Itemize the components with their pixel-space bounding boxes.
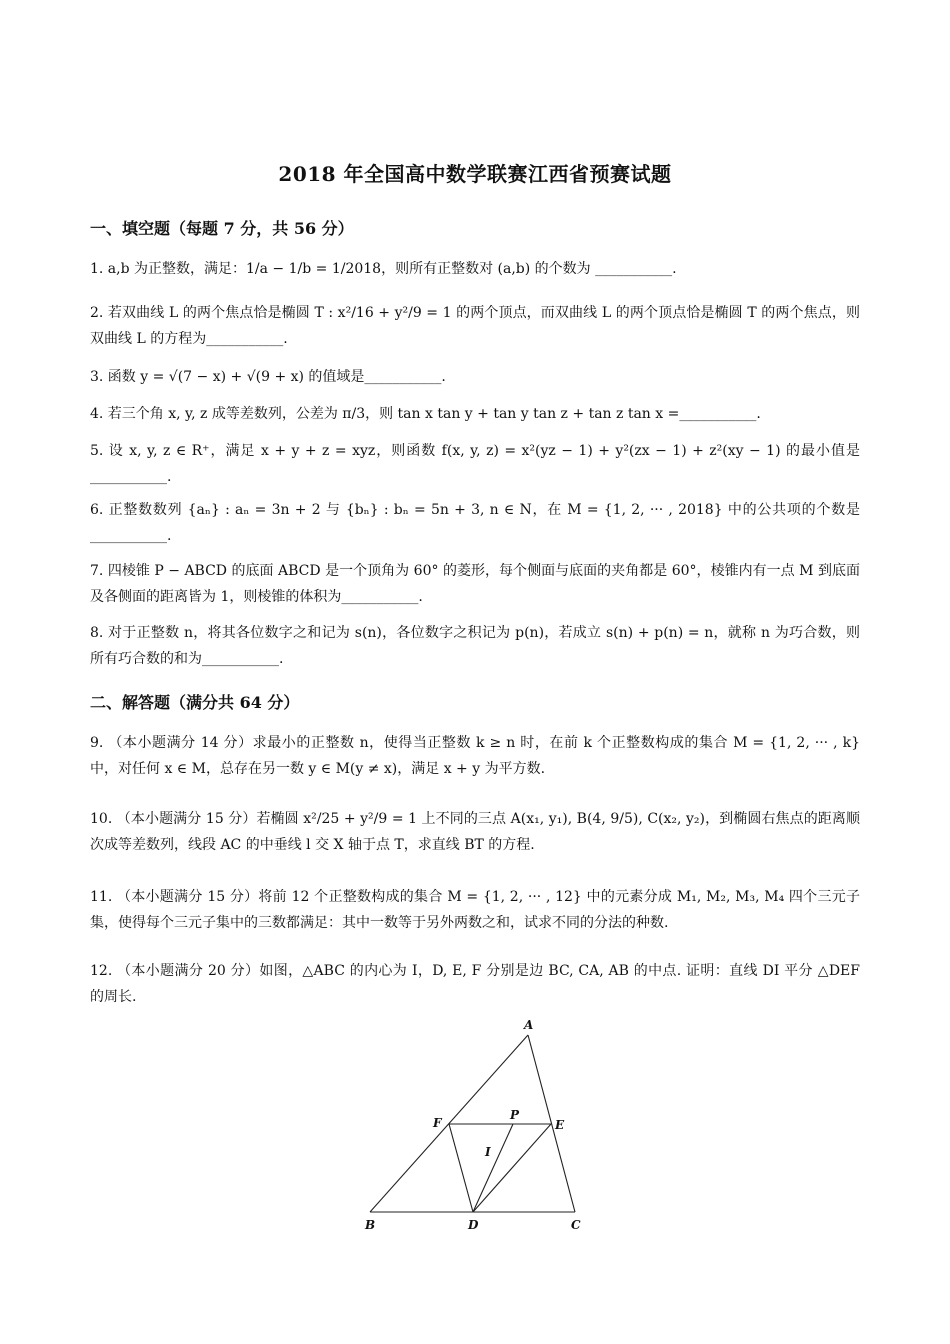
label-f: F bbox=[433, 1116, 442, 1130]
label-a: A bbox=[524, 1018, 534, 1032]
problem-2-text: 2. 若双曲线 L 的两个焦点恰是椭圆 T : x²/16 + y²/9 = 1 的两个顶点，而双曲线 L 的两个顶点恰是椭圆 T 的两个焦点，则双曲线 L 的方程为___________. bbox=[90, 305, 860, 347]
problem-8-text: 8. 对于正整数 n，将其各位数字之和记为 s(n)，各位数字之积记为 p(n)，若成立 s(n) + p(n) = n，就称 n 为巧合数，则所有巧合数的和为___________. bbox=[90, 625, 860, 667]
problem-7 bbox=[90, 558, 860, 610]
problem-10-text: 10. （本小题满分 15 分）若椭圆 x²/25 + y²/9 = 1 上不同的三点 A(x₁, y₁), B(4, 9/5), C(x₂, y₂)，到椭圆右焦点的距离顺次成等差数列，线段 AC 的中垂线 l 交 X 轴于点 T，求直线 BT 的方程. bbox=[90, 811, 860, 853]
problem-10 bbox=[90, 806, 860, 858]
segment-dp bbox=[473, 1124, 513, 1212]
problem-12 bbox=[90, 958, 865, 1010]
problem-12-text: 12. （本小题满分 20 分）如图，△ABC 的内心为 I，D, E, F 分别是边 BC, CA, AB 的中点. 证明：直线 DI 平分 △DEF 的周长. bbox=[90, 963, 865, 1005]
label-i: I bbox=[485, 1145, 491, 1159]
problem-6-text: 6. 正整数数列 {aₙ} : aₙ = 3n + 2 与 {bₙ} : bₙ = 5n + 3, n ∈ N，在 M = {1, 2, ··· , 2018} 中的公共项的个数是___________. bbox=[90, 502, 860, 544]
problem-2 bbox=[90, 300, 860, 352]
problem-9-text: 9. （本小题满分 14 分）求最小的正整数 n，使得当正整数 k ≥ n 时，在前 k 个正整数构成的集合 M = {1, 2, ··· , k} 中，对任何 x ∈ M，总存在另一数 y ∈ M(y ≠ x)，满足 x + y 为平方数. bbox=[90, 735, 865, 777]
triangle-figure bbox=[355, 1015, 595, 1240]
section-heading-solutions: 二、解答题（满分共 64 分） bbox=[90, 693, 300, 712]
problem-5 bbox=[90, 438, 865, 490]
problem-6 bbox=[90, 497, 860, 549]
page-title: 2018 年全国高中数学联赛江西省预赛试题 bbox=[278, 162, 672, 186]
label-p: P bbox=[510, 1108, 520, 1122]
problem-4-text: 4. 若三个角 x, y, z 成等差数列，公差为 π/3，则 tan x tan y + tan y tan z + tan z tan x =___________. bbox=[90, 406, 761, 422]
label-d: D bbox=[468, 1218, 479, 1232]
label-e: E bbox=[555, 1118, 565, 1132]
section-heading-fill-in: 一、填空题（每题 7 分，共 56 分） bbox=[90, 219, 354, 238]
segment-de bbox=[473, 1124, 551, 1212]
label-b: B bbox=[365, 1218, 376, 1232]
problem-1 bbox=[90, 256, 860, 282]
segment-fd bbox=[449, 1124, 473, 1212]
problem-8 bbox=[90, 620, 860, 672]
problem-3-text: 3. 函数 y = √(7 − x) + √(9 + x) 的值域是___________. bbox=[90, 369, 446, 385]
problem-1-text: 1. a,b 为正整数，满足：1/a − 1/b = 1/2018，则所有正整数对 (a,b) 的个数为 ___________. bbox=[90, 261, 677, 277]
problem-5-text: 5. 设 x, y, z ∈ R⁺，满足 x + y + z = xyz，则函数 f(x, y, z) = x²(yz − 1) + y²(zx − 1) + z²(xy − 1) 的最小值是 ___________. bbox=[90, 443, 865, 485]
label-c: C bbox=[571, 1218, 581, 1232]
problem-11 bbox=[90, 884, 860, 936]
problem-9 bbox=[90, 730, 865, 782]
problem-3 bbox=[90, 364, 860, 390]
problem-7-text: 7. 四棱锥 P − ABCD 的底面 ABCD 是一个顶角为 60° 的菱形，每个侧面与底面的夹角都是 60°，棱锥内有一点 M 到底面及各侧面的距离皆为 1，则棱锥的体积为___________. bbox=[90, 563, 860, 605]
problem-4 bbox=[90, 401, 860, 427]
problem-11-text: 11. （本小题满分 15 分）将前 12 个正整数构成的集合 M = {1, 2, ··· , 12} 中的元素分成 M₁, M₂, M₃, M₄ 四个三元子集，使得每个三元子集中的三数都满足：其中一数等于另外两数之和，试求不同的分法的种数. bbox=[90, 889, 860, 931]
